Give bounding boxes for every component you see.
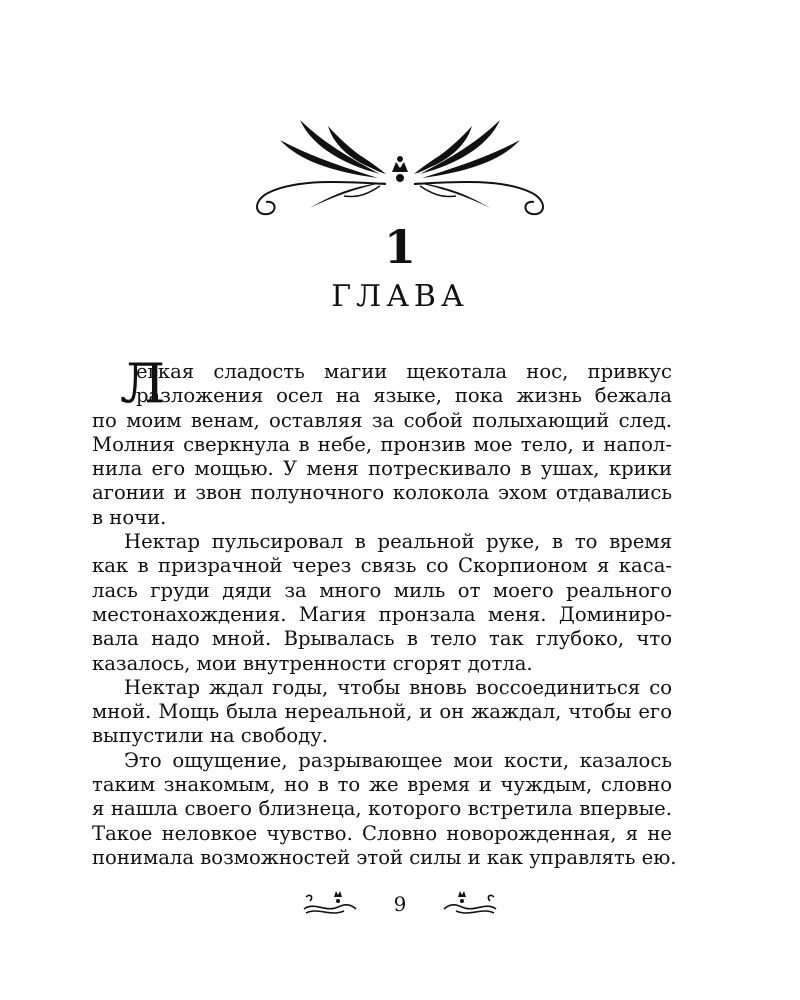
text-line: Нектар ждал годы, чтобы вновь воссоединиться со xyxy=(124,675,672,699)
crown-swirl-ornament-icon xyxy=(300,887,360,917)
text-line: понимала возможностей этой силы и как управлять ею. xyxy=(92,845,677,869)
text-line: местонахождения. Магия пронзала меня. Доминиро- xyxy=(92,602,672,626)
paragraph-3 xyxy=(92,676,672,749)
text-line: вала надо мной. Врывалась в тело так глубоко, что xyxy=(92,627,672,651)
paragraph-2 xyxy=(92,530,672,676)
text-line: агонии и звон полуночного колокола эхом отдавались xyxy=(92,481,672,505)
flourish-ornament-icon xyxy=(240,112,560,224)
page-number: 9 xyxy=(393,892,407,916)
text-line: Это ощущение, разрывающее мои кости, казалось xyxy=(124,748,672,772)
text-line: как в призрачной через связь со Скорпионом я каса- xyxy=(92,554,672,578)
text-line: разложения осел на языке, пока жизнь бежала xyxy=(136,384,672,408)
text-line: Нектар пульсировал в реальной руке, в то время xyxy=(124,530,672,554)
text-line: Молния сверкнула в небе, пронзив мое тело, и напол- xyxy=(92,432,672,456)
text-line: в ночи. xyxy=(92,505,167,529)
text-line: нила его мощью. У меня потрескивало в ушах, крики xyxy=(92,457,672,481)
text-line: лась груди дяди за много миль от моего реального xyxy=(92,578,672,602)
text-line: таким знакомым, но в то же время и чуждым, словно xyxy=(92,773,672,797)
text-line: я нашла своего близнеца, которого встретила впервые. xyxy=(92,797,672,821)
paragraph-1 xyxy=(92,360,672,530)
chapter-body xyxy=(92,352,677,870)
text-line: Такое неловкое чувство. Словно новорожденная, я не xyxy=(92,821,672,845)
chapter-label: ГЛАВА xyxy=(331,279,469,314)
text-line: мной. Мощь была нереальной, и он жаждал, чтобы его xyxy=(92,700,672,724)
chapter-number: 1 xyxy=(383,220,416,274)
text-line: казалось, мои внутренности сгорят дотла. xyxy=(92,651,533,675)
paragraph-4 xyxy=(92,748,677,870)
page-footer xyxy=(0,885,800,921)
drop-cap: Л xyxy=(120,352,166,415)
crown-swirl-ornament-icon xyxy=(440,887,500,917)
text-line: егкая сладость магии щекотала нос, привкус xyxy=(136,360,672,383)
text-line: выпустили на свободу. xyxy=(92,724,329,748)
text-line: по моим венам, оставляя за собой полыхающий след. xyxy=(92,408,672,432)
